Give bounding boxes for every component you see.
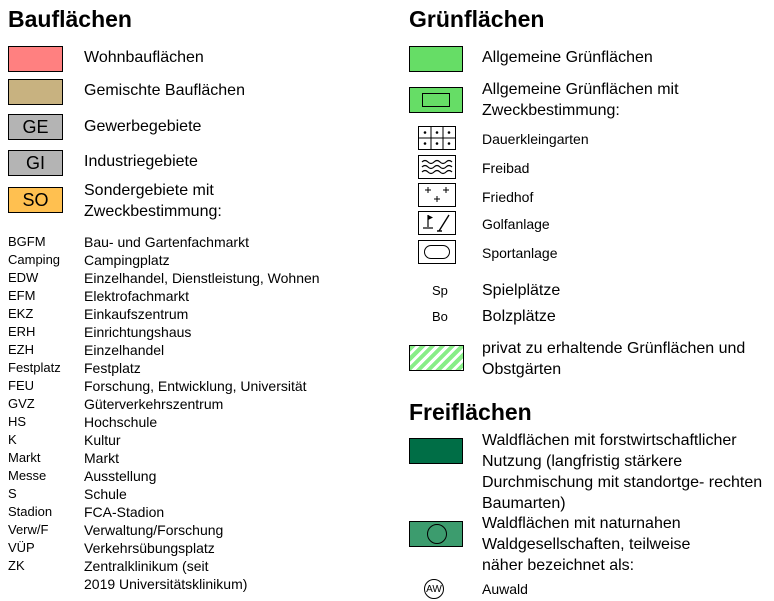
abbreviation-code: S [8,486,17,501]
abbreviation-code: EKZ [8,306,34,321]
bolzplaetze-label: Bolzplätze [482,308,556,325]
auwald-label: Auwald [482,581,528,597]
spielplaetze-label: Spielplätze [482,282,561,299]
abbreviation-meaning: FCA-Stadion [84,504,165,520]
friedhof-label: Friedhof [482,189,534,205]
abbreviation-code: Festplatz [8,360,61,375]
abbreviation-meaning: Ausstellung [84,468,157,484]
abbreviation-meaning: Zentralklinikum (seit [84,558,209,574]
allotment-grid-icon [418,126,456,150]
waldflaechen-swatch [409,438,463,464]
abbreviation-meaning: Verwaltung/Forschung [84,522,224,538]
abbreviation-code: EZH [8,342,34,357]
waldflaechen-label: Waldflächen mit forstwirtschaftlicher Nutzung (langfristig stärkere Durchmischung mit standortge- rechten Baumarten) [482,432,763,512]
spielplaetze-code: Sp [432,283,448,298]
crosses-icon [418,183,456,207]
gewerbegebiete-code: GE [22,116,49,137]
zweckbestimmung-label: Allgemeine Grünflächen mit Zweckbestimmung: [482,81,679,119]
abbreviation-code: Verw/F [8,522,49,537]
privat-label: privat zu erhaltende Grünflächen und Obstgärten [482,340,746,378]
abbreviation-meaning: Einkaufszentrum [84,306,189,322]
golf-flag-icon [418,211,456,235]
naturnah-swatch [409,521,463,547]
abbreviation-code: BGFM [8,234,46,249]
abbreviation-meaning-continued: 2019 Universitätsklinikum) [84,576,248,592]
bauflaechen-title: Bauflächen [8,6,132,32]
oval-track-icon [424,245,450,259]
gewerbegebiete-swatch [8,114,63,140]
gruenflaechen-title: Grünflächen [409,6,545,32]
waves-icon [418,155,456,179]
sondergebiete-label: Sondergebiete mit Zweckbestimmung: [84,182,222,220]
abbreviation-code: EDW [8,270,39,285]
abbreviation-meaning: Kultur [84,432,121,448]
abbreviation-code: HS [8,414,27,429]
abbreviation-code: Stadion [8,504,53,519]
gemischte-bauflaechen-swatch [8,79,63,105]
circle-icon [427,524,447,544]
gewerbegebiete-label: Gewerbegebiete [84,118,202,135]
dauerkleingarten-label: Dauerkleingarten [482,131,589,147]
golfanlage-label: Golfanlage [482,216,550,232]
abbreviation-meaning: Hochschule [84,414,158,430]
abbreviation-meaning: Einzelhandel [84,342,165,358]
allgemeine-gruenflaechen-label: Allgemeine Grünflächen [482,49,653,66]
industriegebiete-code: GI [25,152,45,173]
abbreviation-code: K [8,432,17,447]
zweckbestimmung-swatch [409,87,463,113]
inner-rectangle-icon [422,93,450,107]
abbreviation-meaning: Einzelhandel, Dienstleistung, Wohnen [84,270,320,286]
abbreviation-meaning: Verkehrsübungsplatz [84,540,215,556]
abbreviation-code: ERH [8,324,36,339]
abbreviation-meaning: Bau- und Gartenfachmarkt [84,234,249,250]
abbreviation-code: Markt [8,450,41,465]
freibad-label: Freibad [482,160,530,176]
freiflaechen-title: Freiflächen [409,399,532,425]
allgemeine-gruenflaechen-swatch [409,46,463,72]
wohnbauflaechen-swatch [8,46,63,72]
sports-field-icon [418,240,456,264]
abbreviation-code: Messe [8,468,47,483]
abbreviation-code: VÜP [8,540,35,555]
abbreviation-code: EFM [8,288,36,303]
abbreviation-code: GVZ [8,396,35,411]
wohnbauflaechen-label: Wohnbauflächen [84,49,204,66]
sondergebiete-code: SO [22,189,49,210]
auwald-code: AW [426,583,442,595]
abbreviation-meaning: Elektrofachmarkt [84,288,190,304]
abbreviation-code: ZK [8,558,25,573]
industriegebiete-swatch [8,150,63,176]
sondergebiete-swatch [8,187,63,213]
gemischte-bauflaechen-label: Gemischte Bauflächen [84,82,245,99]
abbreviation-meaning: Einrichtungshaus [84,324,192,340]
auwald-icon [424,579,444,599]
sportanlage-label: Sportanlage [482,245,558,261]
abbreviation-code: Camping [8,252,61,267]
industriegebiete-label: Industriegebiete [84,153,198,170]
abbreviation-meaning: Campingplatz [84,252,170,268]
abbreviation-meaning: Festplatz [84,360,141,376]
naturnah-label: Waldflächen mit naturnahen Waldgesellschaften, teilweise näher bezeichnet als: [482,515,691,574]
abbreviation-meaning: Schule [84,486,127,502]
privat-hatched-swatch [409,345,464,371]
abbreviation-meaning: Güterverkehrszentrum [84,396,224,412]
abbreviation-code: FEU [8,378,34,393]
bolzplaetze-code: Bo [432,309,448,324]
abbreviation-meaning: Markt [84,450,119,466]
abbreviation-meaning: Forschung, Entwicklung, Universität [84,378,307,394]
